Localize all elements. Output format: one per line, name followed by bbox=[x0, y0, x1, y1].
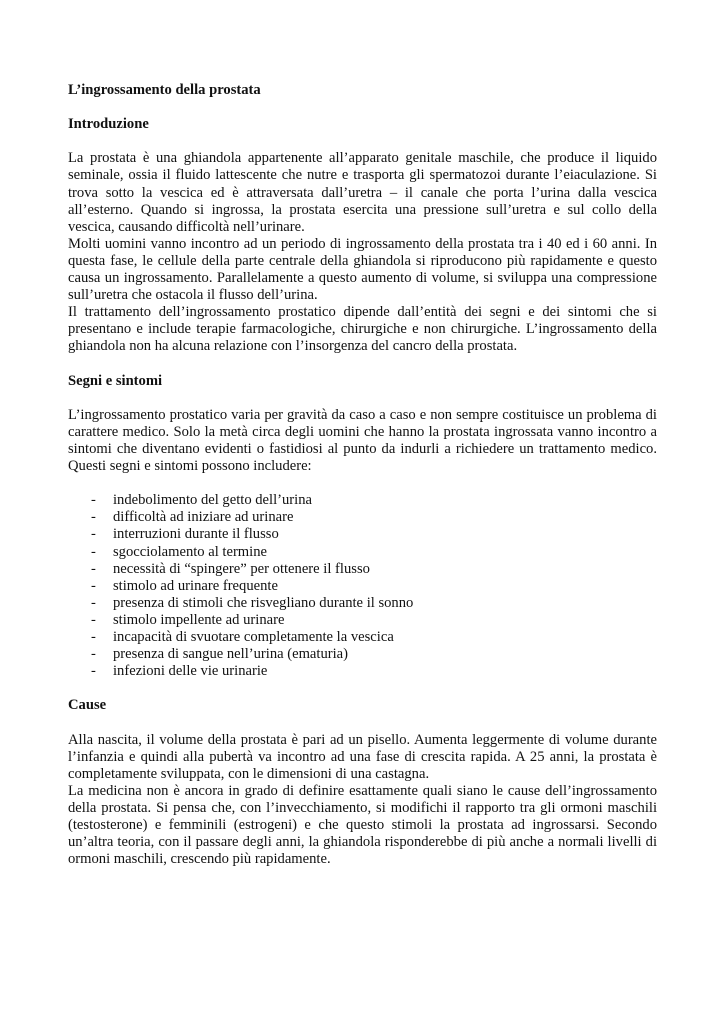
section-heading-segni-e-sintomi: Segni e sintomi bbox=[68, 372, 163, 389]
document-page bbox=[68, 82, 657, 868]
list-item: - presenza di stimoli che risvegliano durante il sonno bbox=[68, 595, 657, 612]
intro-paragraph-3: Il trattamento dell’ingrossamento prostatico dipende dall’entità dei segni e dei sintomi che si presentano e include terapie farmacologiche, chirurgiche e non chirurgiche. L’ingrossamento della ghiandola non ha alcuna relazione con l’insorgenza del cancro della prostata. bbox=[68, 304, 657, 355]
causes-paragraph-2: La medicina non è ancora in grado di definire esattamente quali siano le cause dell’ingrossamento della prostata. Si pensa che, con l’invecchiamento, si modifichi il rapporto tra gli ormoni maschili (testosterone) e femminili (estrogeni) e che questo stimoli la prostata ad ingrossarsi. Secondo un’altra teoria, con il passare degli anni, la ghiandola risponderebbe di più anche a normali livelli di ormoni maschili, crescendo più rapidamente. bbox=[68, 782, 657, 868]
section-heading-cause: Cause bbox=[68, 697, 107, 714]
list-item: - necessità di “spingere” per ottenere il flusso bbox=[68, 561, 657, 578]
intro-paragraph-2: Molti uomini vanno incontro ad un periodo di ingrossamento della prostata tra i 40 ed i 60 anni. In questa fase, le cellule della parte centrale della ghiandola si riproducono più rapidamente e questo causa un ingrossamento. Parallelamente a questo aumento di volume, si sviluppa una compressione sull’uretra che ostacola il flusso dell’urina. bbox=[68, 235, 657, 304]
spacer bbox=[68, 390, 657, 407]
document-title: L’ingrossamento della prostata bbox=[68, 82, 261, 98]
spacer bbox=[68, 714, 657, 731]
spacer bbox=[68, 356, 657, 373]
list-item: - presenza di sangue nell’urina (ematuria) bbox=[68, 646, 657, 663]
list-item: - stimolo impellente ad urinare bbox=[68, 612, 657, 629]
list-item: - infezioni delle vie urinarie bbox=[68, 663, 657, 680]
list-item: - incapacità di svuotare completamente la vescica bbox=[68, 629, 657, 646]
list-item: - difficoltà ad iniziare ad urinare bbox=[68, 509, 657, 526]
spacer bbox=[68, 475, 657, 492]
spacer bbox=[68, 99, 657, 116]
causes-paragraph-1: Alla nascita, il volume della prostata è pari ad un pisello. Aumenta leggermente di volume durante l’infanzia e quindi alla pubertà va incontro ad una fase di crescita rapida. A 25 anni, la prostata è completamente sviluppata, con le dimensioni di una castagna. bbox=[68, 731, 657, 782]
symptoms-paragraph: L’ingrossamento prostatico varia per gravità da caso a caso e non sempre costituisce un problema di carattere medico. Solo la metà circa degli uomini che hanno la prostata ingrossata vanno incontro a sintomi che diventano evidenti o fastidiosi al punto da indurli a richiedere un trattamento medico. Questi segni e sintomi possono includere: bbox=[68, 406, 657, 475]
spacer bbox=[68, 680, 657, 697]
intro-paragraph-1: La prostata è una ghiandola appartenente all’apparato genitale maschile, che produce il liquido seminale, ossia il fluido lattescente che nutre e trasporta gli spermatozoi durante l’eiaculazione. Si trova sotto la vescica ed è attraversata dall’uretra – il canale che porta l’urina dalla vescica all’esterno. Quando si ingrossa, la prostata esercita una pressione sull’uretra e sul collo della vescica, causando difficoltà nell’urinare. bbox=[68, 150, 657, 235]
list-item: - sgocciolamento al termine bbox=[68, 544, 657, 561]
list-item: - interruzioni durante il flusso bbox=[68, 526, 657, 543]
list-item: - indebolimento del getto dell’urina bbox=[68, 492, 657, 509]
section-heading-introduzione: Introduzione bbox=[68, 116, 149, 133]
symptoms-list bbox=[68, 492, 657, 680]
spacer bbox=[68, 133, 657, 150]
list-item: - stimolo ad urinare frequente bbox=[68, 578, 657, 595]
